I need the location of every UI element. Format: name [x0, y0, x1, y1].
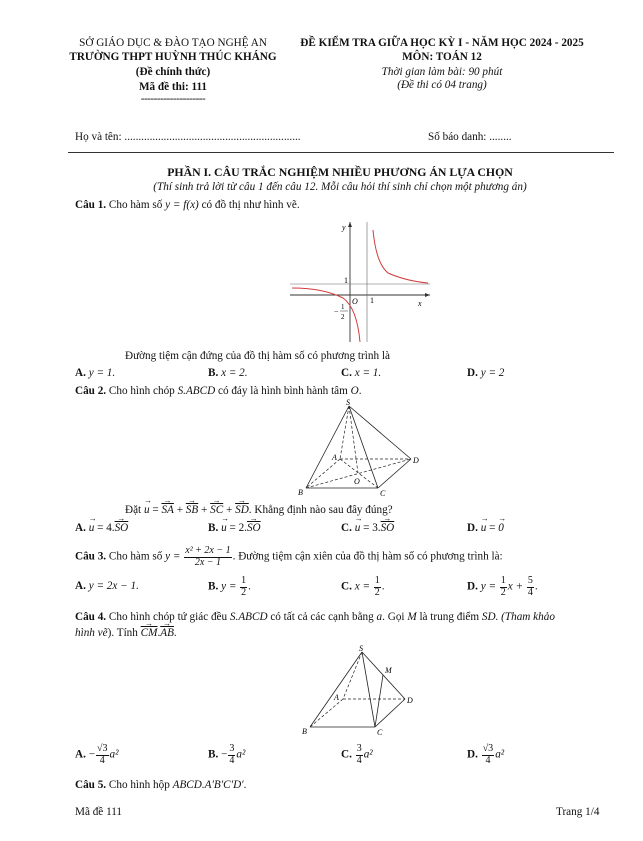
- option-text: y = 2: [480, 367, 505, 379]
- exam-code: Mã đề thi: 111: [138, 81, 208, 93]
- math-expr: SD: [481, 611, 496, 623]
- student-id-field: Số báo danh: ........: [428, 131, 512, 143]
- department-name: SỞ GIÁO DỤC & ĐÀO TẠO NGHỆ AN: [79, 37, 267, 49]
- coefficient: 3.: [372, 522, 381, 534]
- vertex-b: B: [302, 727, 307, 736]
- question-text: Đặt: [125, 504, 144, 516]
- vector-u: → u: [221, 522, 227, 534]
- vector-so: → $\overline{SO}$: [115, 522, 129, 534]
- math-expr: S.ABCD: [229, 611, 268, 623]
- function-graph: [288, 218, 438, 346]
- option-text: a²: [109, 748, 119, 761]
- q3-option-b[interactable]: [208, 576, 251, 598]
- vector-u: → u: [144, 504, 150, 516]
- q3-option-c[interactable]: [341, 576, 385, 598]
- y-tick-minus: −: [334, 307, 339, 316]
- denominator: 4: [356, 754, 362, 766]
- denominator: 2: [374, 586, 380, 598]
- vector-sc: → $\overline{SC}$: [210, 504, 223, 516]
- question-2: [75, 385, 362, 397]
- option-text: x =: [354, 580, 373, 593]
- vector-sd: → $\overline{SD}$: [235, 504, 249, 516]
- header-dashes: --------------------: [140, 93, 206, 105]
- vector-so: → $\overline{SO}$: [247, 522, 261, 534]
- option-letter: A.: [75, 522, 86, 534]
- section-note: (Thí sinh trả lời từ câu 1 đến câu 12. Mỗi câu hỏi thí sinh chỉ chọn một phương án): [153, 181, 527, 193]
- math-expr: ABCD.A′B′C′D′: [172, 779, 244, 791]
- numerator: √3: [97, 743, 108, 754]
- question-5: [75, 779, 246, 791]
- vector-cm: → $\overline{CM}$: [141, 627, 158, 639]
- student-name-field: Họ và tên: ...............................................................: [75, 131, 301, 143]
- denominator: 4: [229, 754, 235, 766]
- option-letter: D.: [467, 580, 478, 593]
- plus-sign: +: [198, 504, 211, 516]
- question-text: hình vẽ: [75, 627, 108, 639]
- question-text: .: [173, 627, 177, 639]
- q1-option-b[interactable]: [208, 367, 248, 379]
- q2-option-d[interactable]: [467, 522, 504, 534]
- option-text: x +: [507, 580, 526, 593]
- fraction: [240, 576, 247, 598]
- vector-u: → u: [355, 522, 361, 534]
- option-text: −: [88, 748, 95, 761]
- question-text: . Khẳng định nào sau đây đúng?: [248, 504, 393, 516]
- vertex-c: C: [380, 489, 386, 498]
- vertex-s: S: [346, 398, 350, 407]
- option-text: .: [381, 580, 385, 593]
- option-letter: B.: [208, 522, 219, 534]
- question-label: Câu 1.: [75, 199, 107, 211]
- y-axis-label: y: [342, 223, 346, 232]
- plus-sign: +: [223, 504, 236, 516]
- question-label: Câu 3.: [75, 550, 107, 563]
- option-text: a²: [495, 748, 505, 761]
- vertex-a: A: [334, 693, 339, 702]
- option-letter: A.: [75, 748, 86, 761]
- fraction: [527, 576, 534, 598]
- footer-page-number: Trang 1/4: [556, 806, 600, 818]
- option-text: y =: [221, 580, 240, 593]
- midpoint-m: M: [385, 666, 392, 675]
- subject: MÔN: TOÁN 12: [402, 51, 482, 63]
- vector-ab: → $\overline{AB}$: [160, 627, 174, 639]
- x-axis-label: x: [418, 299, 422, 308]
- center-o: O: [354, 477, 360, 486]
- y-tick-half-num: 1: [341, 303, 345, 311]
- numerator: √3: [482, 743, 494, 754]
- vector-so: → $\overline{SO}$: [381, 522, 395, 534]
- option-text: a²: [236, 748, 246, 761]
- option-text: y =: [480, 580, 499, 593]
- q2-option-c[interactable]: [341, 522, 394, 534]
- question-text: có tất cả các cạnh bằng: [267, 611, 377, 623]
- plus-sign: +: [173, 504, 186, 516]
- fraction: [96, 744, 109, 766]
- option-letter: D.: [467, 522, 478, 534]
- option-text: −: [221, 748, 228, 761]
- q2-option-b[interactable]: [208, 522, 261, 534]
- math-expr: y = f(x): [165, 199, 199, 211]
- vertex-s: S: [359, 644, 363, 653]
- pyramid-figure-1: [296, 398, 424, 498]
- question-text: Cho hình hộp: [106, 779, 173, 791]
- equals-sign: =: [149, 504, 162, 516]
- question-text: Cho hình chóp tứ giác đều: [106, 611, 230, 623]
- option-text: x = 1.: [354, 367, 382, 379]
- option-text: x = 2.: [221, 367, 248, 379]
- denominator: 2: [500, 586, 506, 598]
- school-name: TRƯỜNG THPT HUỲNH THÚC KHÁNG: [69, 51, 277, 63]
- question-text: Cho hàm số: [106, 199, 166, 211]
- y-tick-1: 1: [344, 276, 348, 285]
- q4-option-d[interactable]: [467, 744, 504, 766]
- option-letter: B.: [208, 580, 219, 593]
- fraction: [482, 744, 495, 766]
- question-text: có đáy là hình bình hành tâm: [215, 385, 351, 397]
- coefficient: 2.: [238, 522, 247, 534]
- option-letter: C.: [341, 367, 352, 379]
- denominator: 4: [99, 754, 105, 766]
- option-text: y = 1.: [88, 367, 116, 379]
- option-text: a²: [363, 748, 373, 761]
- numerator: 1: [500, 575, 506, 586]
- q4-option-b[interactable]: [208, 744, 245, 766]
- header-divider: [68, 152, 614, 153]
- vertex-d: D: [407, 696, 413, 705]
- option-text: y = 2x − 1.: [88, 580, 139, 592]
- option-letter: B.: [208, 748, 219, 761]
- math-expr: M: [407, 611, 417, 623]
- question-text: ). Tính: [107, 627, 141, 639]
- vertex-c: C: [377, 728, 383, 737]
- question-text: . Gọi: [382, 611, 408, 623]
- numerator: 3: [356, 743, 362, 754]
- numerator: 1: [374, 575, 380, 586]
- option-letter: B.: [208, 367, 219, 379]
- vector-u: → u: [481, 522, 487, 534]
- fraction: [228, 744, 235, 766]
- question-4-line-2: [75, 627, 177, 639]
- page-count: (Đề thi có 04 trang): [397, 79, 487, 91]
- denominator: 4: [527, 586, 533, 598]
- question-label: Câu 4.: [75, 611, 107, 623]
- question-text: có đồ thị như hình vẽ.: [198, 199, 300, 211]
- exam-title: ĐỀ KIỂM TRA GIỮA HỌC KỲ I - NĂM HỌC 2024 - 2025: [300, 37, 584, 49]
- q4-option-c[interactable]: [341, 744, 373, 766]
- option-letter: C.: [341, 580, 352, 593]
- question-1-prompt: Đường tiệm cận đứng của đồ thị hàm số có phương trình là: [125, 350, 390, 362]
- option-letter: D.: [467, 367, 478, 379]
- question-1: [75, 199, 300, 211]
- q3-option-d[interactable]: [467, 576, 538, 598]
- numerator: 1: [241, 575, 247, 586]
- option-letter: C.: [341, 748, 352, 761]
- pyramid-figure-2: [300, 644, 420, 740]
- math-expr: S.ABCD: [177, 385, 216, 397]
- question-label: Câu 2.: [75, 385, 107, 397]
- zero-vector: → 0: [498, 522, 504, 534]
- official-label: (Đề chính thức): [135, 66, 211, 78]
- question-text: .: [358, 385, 362, 397]
- math-expr: a: [376, 611, 383, 623]
- question-text: Cho hình chóp: [106, 385, 178, 397]
- option-letter: C.: [341, 522, 352, 534]
- section-title: PHẦN I. CÂU TRẮC NGHIỆM NHIỀU PHƯƠNG ÁN LỰA CHỌN: [167, 165, 513, 179]
- fraction: [500, 576, 507, 598]
- vector-sa: → $\overline{SA}$: [161, 504, 173, 516]
- option-text: .: [248, 580, 251, 593]
- equals-sign: =: [226, 522, 239, 534]
- vertex-a: A: [332, 453, 337, 462]
- fraction: [184, 546, 231, 568]
- q4-option-a[interactable]: [75, 744, 118, 766]
- fraction: [374, 576, 381, 598]
- question-label: Câu 5.: [75, 779, 107, 791]
- q2-option-a[interactable]: [75, 522, 128, 534]
- question-text: Cho hàm số: [106, 550, 166, 563]
- question-text: .: [243, 779, 247, 791]
- x-tick-1: 1: [370, 296, 374, 305]
- vertex-d: D: [413, 456, 419, 465]
- question-text: . Đường tiệm cận xiên của đồ thị hàm số có phương trình là:: [232, 550, 503, 563]
- q1-option-d[interactable]: [467, 367, 504, 379]
- math-expr: y =: [165, 550, 184, 563]
- option-letter: A.: [75, 580, 86, 592]
- option-text: .: [534, 580, 538, 593]
- equals-sign: =: [360, 522, 373, 534]
- vector-u: → u: [89, 522, 95, 534]
- q1-option-a[interactable]: [75, 367, 115, 379]
- denominator: 2x − 1: [194, 556, 222, 568]
- vector-sb: → $\overline{SB}$: [186, 504, 198, 516]
- denominator: 4: [485, 754, 491, 766]
- y-tick-half-den: 2: [341, 313, 345, 321]
- question-3: [75, 546, 503, 568]
- question-text: . (Tham khảo: [495, 611, 555, 623]
- q3-option-a[interactable]: [75, 580, 139, 592]
- option-letter: A.: [75, 367, 86, 379]
- numerator: x² + 2x − 1: [185, 545, 231, 556]
- footer-exam-code: Mã đề 111: [75, 806, 123, 818]
- denominator: 2: [241, 586, 247, 598]
- coefficient: 4.: [106, 522, 115, 534]
- q1-option-c[interactable]: [341, 367, 381, 379]
- question-text: là trung điểm: [416, 611, 482, 623]
- origin-label: O: [352, 297, 358, 306]
- exam-time: Thời gian làm bài: 90 phút: [381, 66, 503, 78]
- math-expr: O: [350, 385, 359, 397]
- dot-operator: .: [157, 627, 161, 639]
- equals-sign: =: [486, 522, 499, 534]
- equals-sign: =: [94, 522, 107, 534]
- vertex-b: B: [298, 488, 303, 497]
- numerator: 3: [229, 743, 235, 754]
- fraction: [356, 744, 363, 766]
- numerator: 5: [527, 575, 533, 586]
- option-letter: D.: [467, 748, 478, 761]
